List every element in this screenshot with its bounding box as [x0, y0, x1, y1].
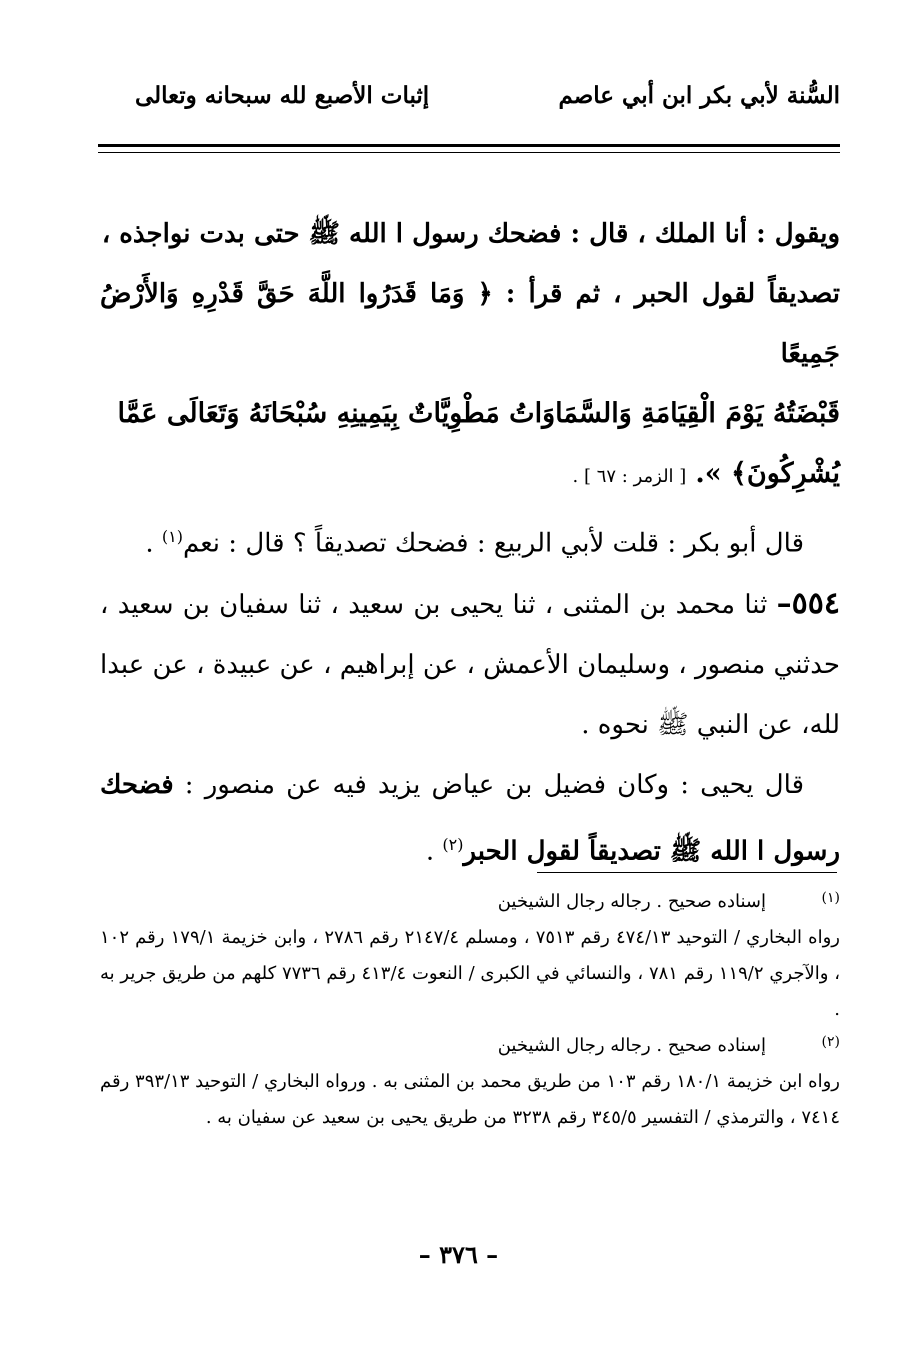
bold-quote: فضحك رسول ا الله ﷺ تصديقاً لقول الحبر [100, 769, 840, 867]
text-line: تصديقاً لقول الحبر ، ثم قرأ : ﴿ وَمَا قَدَرُوا اللَّهَ حَقَّ قَدْرِهِ وَالأَرْضُ جَمِيعًا [100, 279, 840, 369]
paragraph-text: قال أبو بكر : قلت لأبي الربيع : فضحك تصديقاً ؟ قال : نعم [182, 528, 804, 559]
paragraph-continuation [100, 204, 840, 507]
footnote-separator [537, 872, 837, 873]
footnote-mark: (٢) [821, 1034, 840, 1050]
footnote-ref-2: (٢) [442, 834, 464, 854]
footnote-grading: إسناده صحيح . رجاله رجال الشيخين [497, 891, 766, 912]
paragraph-abu-bakr [100, 507, 840, 574]
footnote-takhrij: رواه ابن خزيمة ١٨٠/١ رقم ١٠٣ من طريق محمد بن المثنى به . ورواه البخاري / التوحيد ٣٩٣/١٣ رقم ٧٤١٤ ، والترمذي / التفسير ٣٤٥/٥ رقم ٣٢٣٨ من طريق يحيى بن سعيد عن سفيان به . [100, 1071, 840, 1128]
header-rule-thin [98, 152, 840, 153]
hadith-554 [100, 574, 840, 755]
hadith-isnad: ثنا محمد بن المثنى ، ثنا يحيى بن سعيد ، ثنا سفيان بن سعيد ، حدثني منصور ، وسليمان الأعمش ، عن إبراهيم ، عن عبيدة ، عن عبدا لله، عن النبي ﷺ نحوه . [100, 589, 840, 740]
verse-reference: [ الزمر : ٦٧ ] . [572, 466, 687, 487]
quran-verse-end: يُشْرِكُونَ﴾ ». [695, 458, 840, 489]
footnote-mark: (١) [821, 890, 840, 906]
text-line: ويقول : أنا الملك ، قال : فضحك رسول ا الله ﷺ حتى بدت نواجذه ، [101, 219, 840, 249]
footnote-grading: إسناده صحيح . رجاله رجال الشيخين [497, 1035, 766, 1056]
book-title: السُّنة لأبي بكر ابن أبي عاصم [558, 82, 840, 109]
paragraph-tail: . [425, 836, 443, 867]
footnote-1 [100, 884, 840, 1028]
main-text [100, 204, 840, 881]
chapter-title: إثبات الأصبع لله سبحانه وتعالى [135, 82, 430, 109]
page-number: – ٣٧٦ – [418, 1240, 499, 1269]
running-header [95, 82, 840, 122]
hadith-number: ٥٥٤– [776, 585, 841, 621]
footnote-ref-1: (١) [161, 527, 183, 546]
paragraph-intro: قال يحيى : وكان فضيل بن عياض يزيد فيه عن منصور : [173, 769, 804, 800]
footnotes [100, 884, 840, 1136]
quran-verse-line: قَبْضَتُهُ يَوْمَ الْقِيَامَةِ وَالسَّمَاوَاتُ مَطْوِيَّاتٌ بِيَمِينِهِ سُبْحَانَهُ وَتَعَالَى عَمَّا [117, 398, 840, 429]
paragraph-tail: . [145, 528, 162, 559]
header-rule-thick [98, 144, 840, 147]
footnote-takhrij: رواه البخاري / التوحيد ٤٧٤/١٣ رقم ٧٥١٣ ، ومسلم ٢١٤٧/٤ رقم ٢٧٨٦ ، وابن خزيمة ١٧٩/١ رقم ١٠٢ ، والآجري ١١٩/٢ رقم ٧٨١ ، والنسائي في الكبرى / النعوت ٤١٣/٤ رقم ٧٧٣٦ كلهم من طريق جرير به . [100, 927, 841, 1020]
footnote-2 [100, 1028, 840, 1136]
paragraph-yahya [100, 755, 840, 882]
